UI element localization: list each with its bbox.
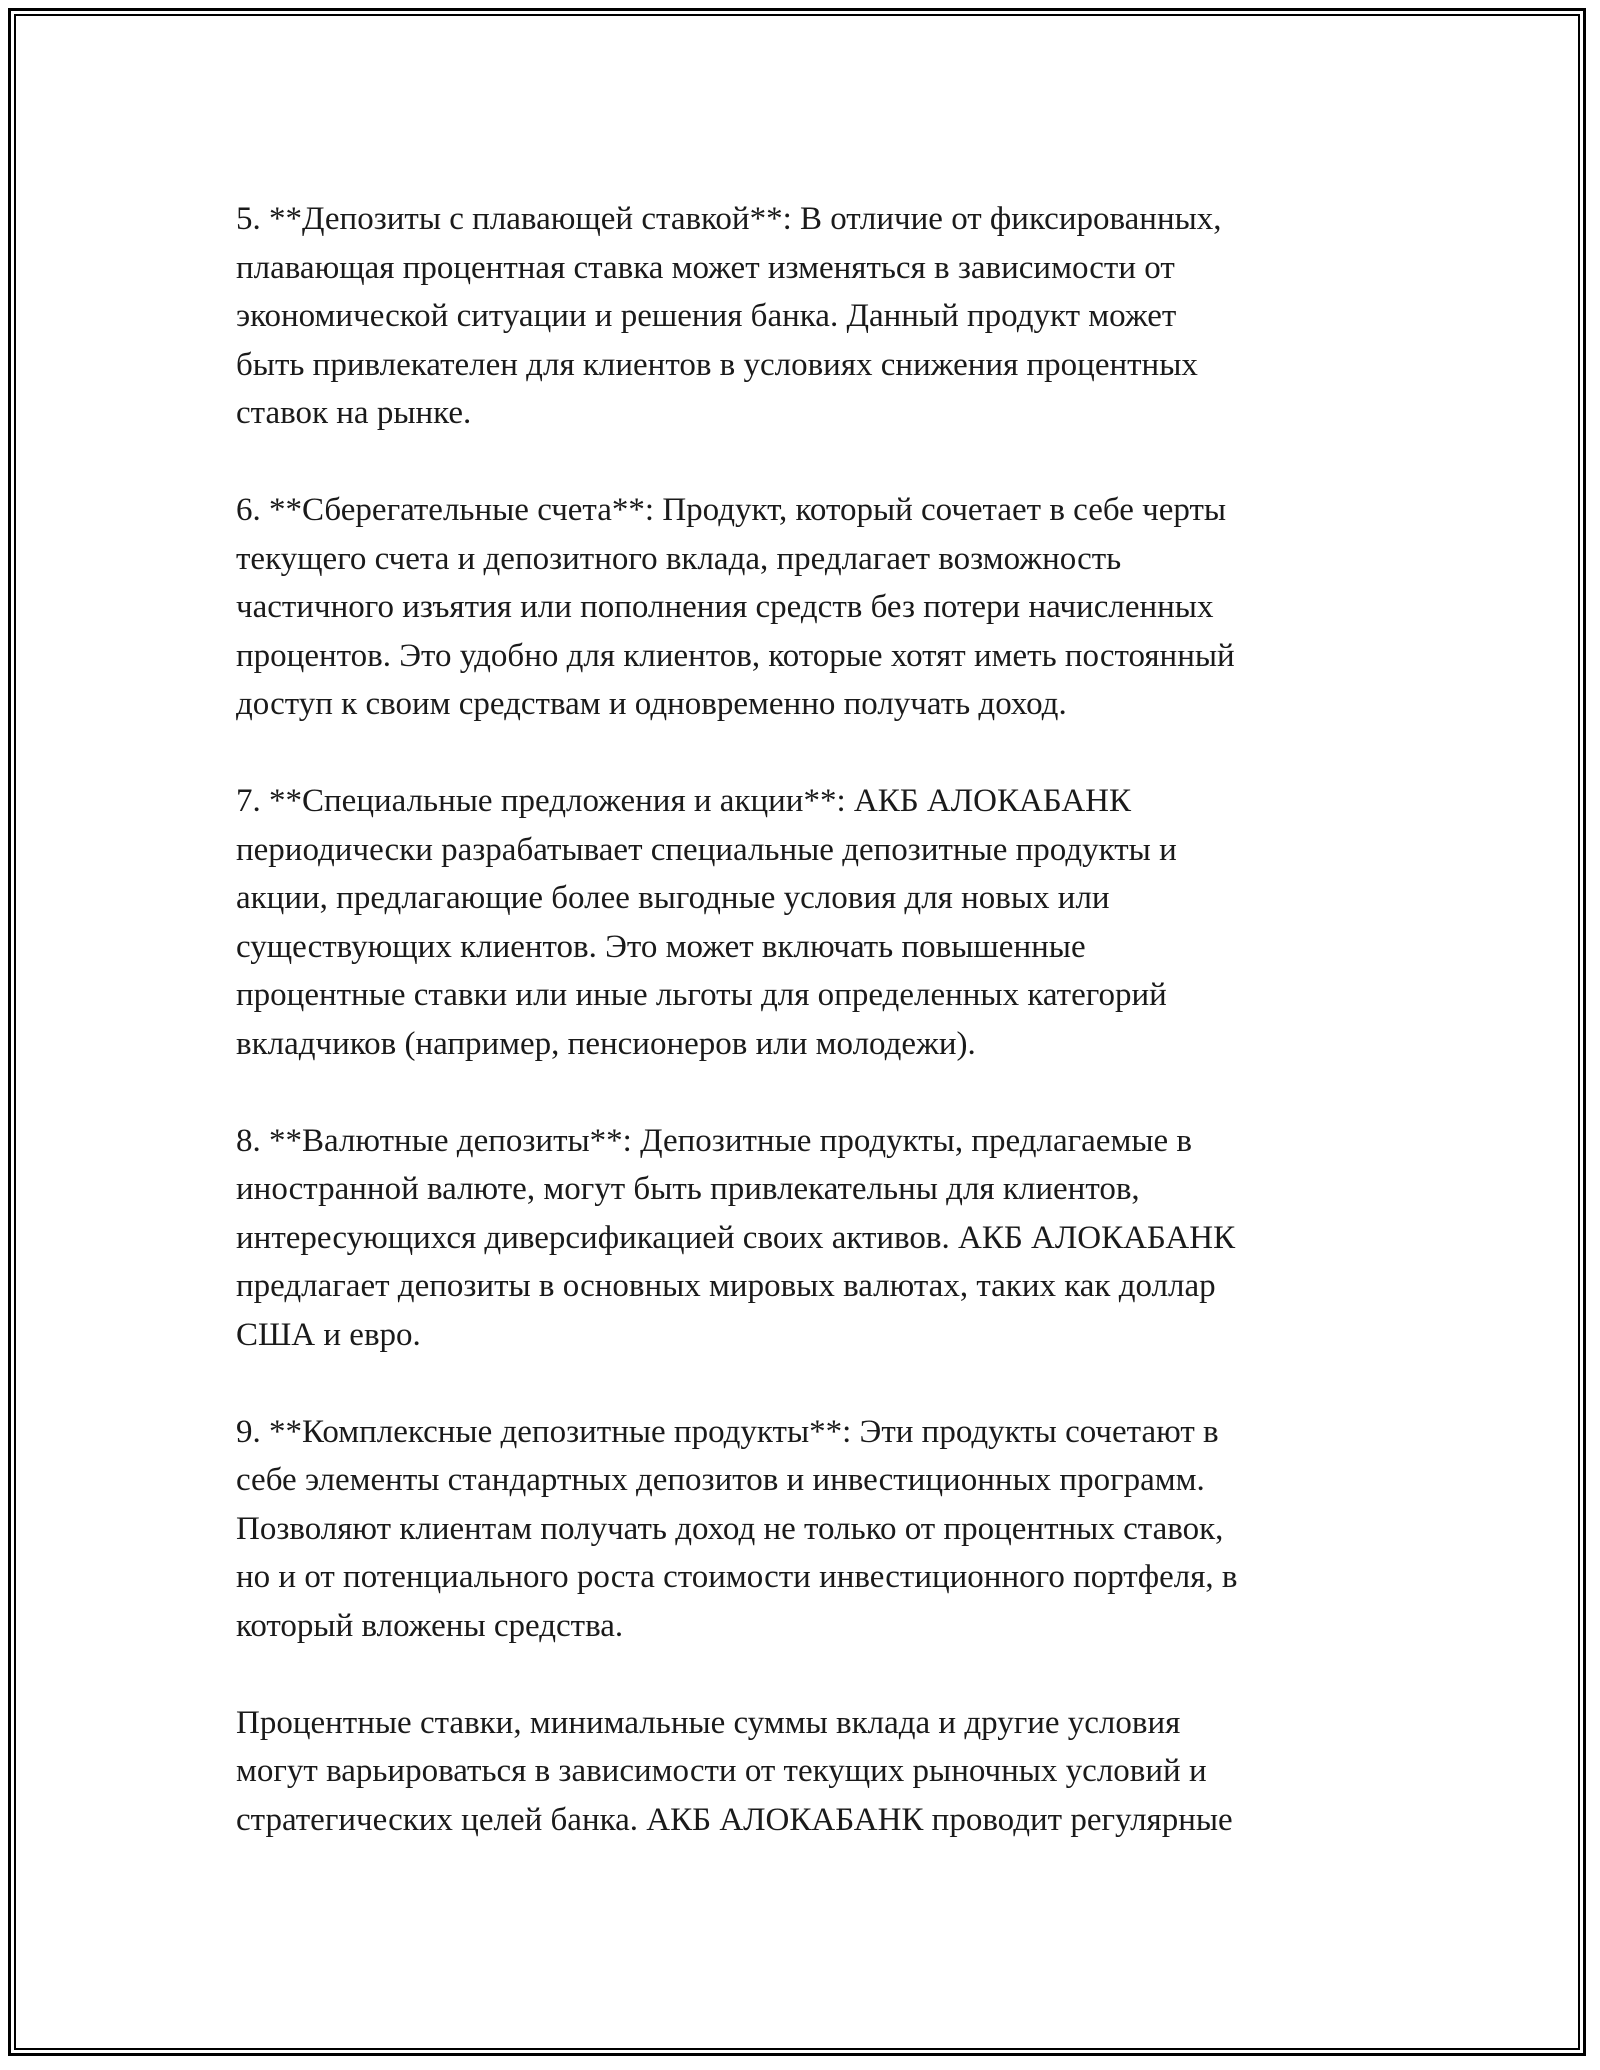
paragraph-item-8: 8. **Валютные депозиты**: Депозитные продукты, предлагаемые в иностранной валюте, могут быть привлекательны для клиентов, интересующихся диверсификацией своих активов. АКБ АЛОКАБАНК предлагает депозиты в основных мировых валютах, таких как доллар США и евро. xyxy=(236,1122,1236,1353)
document-body xyxy=(236,195,1386,1844)
page-frame xyxy=(8,8,1586,2056)
paragraph-conclusion: Процентные ставки, минимальные суммы вклада и другие условия могут варьироваться в зависимости от текущих рыночных условий и стратегических целей банка. АКБ АЛОКАБАНК проводит регулярные xyxy=(236,1704,1233,1838)
paragraph-item-7: 7. **Специальные предложения и акции**: АКБ АЛОКАБАНК периодически разрабатывает специальные депозитные продукты и акции, предлагающие более выгодные условия для новых или существующих клиентов. Это может включать повышенные процентные ставки или иные льготы для определенных категорий вкладчиков (например, пенсионеров или молодежи). xyxy=(236,783,1177,1062)
paragraph-item-5: 5. **Депозиты с плавающей ставкой**: В отличие от фиксированных, плавающая процентная ставка может изменяться в зависимости от экономической ситуации и решения банка. Данный продукт может быть привлекателен для клиентов в условиях снижения процентных ставок на рынке. xyxy=(236,201,1222,431)
paragraph-item-6: 6. **Сберегательные счета**: Продукт, который сочетает в себе черты текущего счета и депозитного вклада, предлагает возможность частичного изъятия или пополнения средств без потери начисленных процентов. Это удобно для клиентов, которые хотят иметь постоянный доступ к своим средствам и одновременно получать доход. xyxy=(236,492,1235,722)
paragraph-item-9: 9. **Комплексные депозитные продукты**: Эти продукты сочетают в себе элементы стандартных депозитов и инвестиционных программ. Позволяют клиентам получать доход не только от процентных ставок, но и от потенциального роста стоимости инвестиционного портфеля, в который вложены средства. xyxy=(236,1413,1238,1644)
